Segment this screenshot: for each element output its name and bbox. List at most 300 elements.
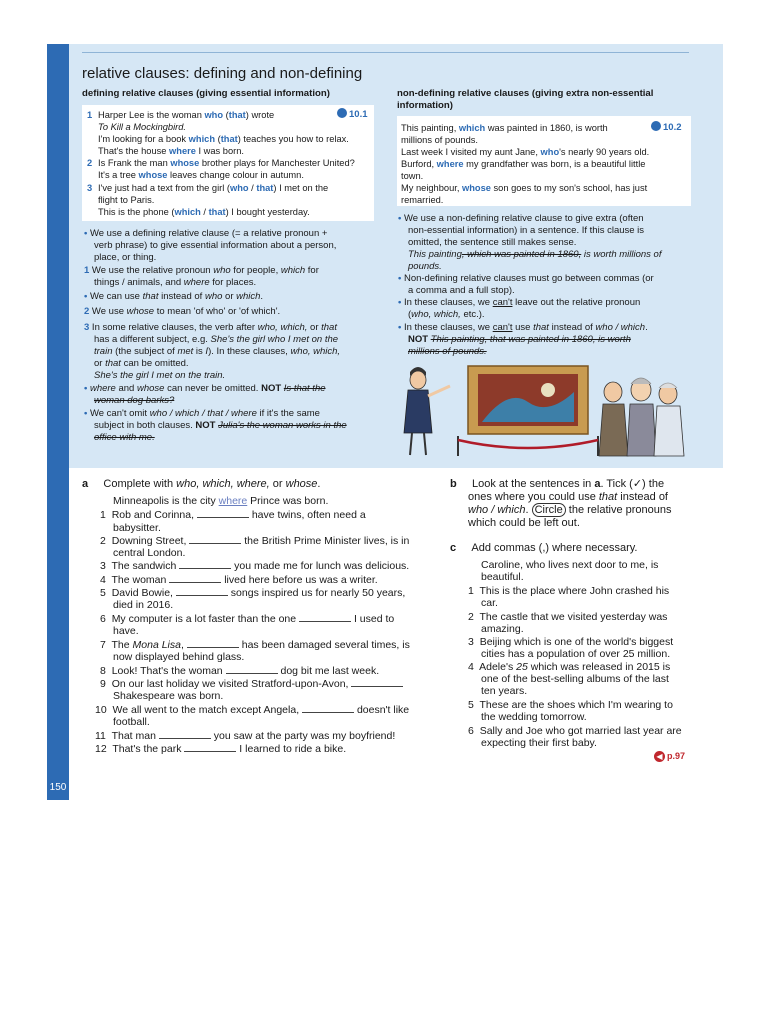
text: In some relative clauses, the verb after [89,322,258,333]
item-number: 4 [100,574,106,586]
text: / [248,183,257,193]
text: brother plays for Manchester United? [199,158,355,168]
text: On our last holiday we visited Stratford-upon-Avon, [111,678,352,690]
item-number: 2 [468,611,474,623]
answer-blank[interactable] [302,704,354,713]
answer-blank[interactable] [197,509,249,518]
text: beautiful. [481,571,524,583]
text: that [533,322,549,333]
text: 25 [516,661,528,673]
text: The castle that we visited yesterday was [479,611,668,623]
text: The sandwich [111,560,180,572]
text: ) I met on the [273,183,329,193]
exercise-a-item [100,509,366,522]
rule-number: 2 [84,306,90,317]
page-title: relative clauses: defining and non-defining [82,65,363,82]
exercise-c-item-cont [481,648,670,661]
text: have twins, often need a [248,509,366,521]
text: , [180,639,187,651]
text: remarried. [401,195,444,205]
text: has been damaged several times, is [238,639,410,651]
text: This painting, that was painted in 1860, is worth [430,334,631,345]
subheading-line: non-defining relative clauses (giving extra non-essential [397,88,654,99]
pronoun: who [230,183,249,193]
text: In these clauses, we [403,297,493,308]
exercise-a-item-cont [113,716,150,729]
text: Last week I visited my aunt Jane, [401,147,541,157]
exercise-c-item-cont [481,711,587,724]
pronoun: which [174,207,201,217]
text: That man [111,730,159,742]
text: or [222,291,237,302]
exercise-c-title [450,542,637,555]
text: the wedding tomorrow. [481,711,587,723]
text: whose [285,478,318,490]
rule-line [94,358,189,370]
text: which [236,291,261,302]
visitors [599,378,684,456]
item-number: 9 [100,678,106,690]
text: met [177,346,194,357]
text: ten years. [481,685,528,697]
bullet-icon: • [398,322,402,333]
text: We can use [89,291,143,302]
text: that [321,322,337,333]
example-answer: where [218,495,248,507]
exercise-c-item [468,585,669,598]
rule-line [408,249,661,261]
text: you saw at the party was my boyfriend! [210,730,396,742]
text: . [317,478,321,490]
bullet-icon: • [84,228,88,239]
rule-line [94,277,256,289]
text: Look! That's the woman [111,665,226,677]
text: instead of [617,491,668,503]
item-number: 2 [100,535,106,547]
audio-track-10-2[interactable] [651,121,682,134]
text: can't [492,322,513,333]
answer-blank[interactable] [189,535,241,544]
text: leaves change colour in autumn. [167,170,304,180]
exercise-b-line [468,504,672,517]
exercise-a-item-cont [113,522,161,535]
rule-line [408,346,487,358]
exercise-a-example [113,495,328,508]
rule-line [94,420,347,432]
example-line [87,157,355,169]
text: to mean 'of who' or 'of which'. [154,306,281,317]
text: I learned to ride a bike. [236,743,347,755]
text: things / animals, and [94,277,184,288]
rule-line [84,408,320,420]
pronoun: that [208,207,226,217]
exercise-c-item-cont [481,597,498,610]
text: ( [223,110,229,120]
text: office with me. [94,432,155,443]
answer-blank[interactable] [351,678,403,687]
text: which [280,265,306,276]
text: That's the house [98,146,170,156]
text: She's the girl who I met on the [210,334,339,345]
rule-line [408,285,515,297]
audio-number: 10.2 [663,122,682,133]
exercise-letter: a [82,478,89,490]
text: Rob and Corinna, [111,509,197,521]
exercise-c-item-cont [481,737,597,750]
text: We use a non-defining relative clause to give extra (often [403,213,644,224]
text: is [193,346,206,357]
answer-blank[interactable] [184,743,236,752]
text: flight to Paris. [98,195,155,205]
answer-blank[interactable] [299,613,351,622]
text: now displayed behind glass. [113,651,245,663]
exercise-letter: b [450,478,457,490]
text: ( [408,309,412,320]
text: Sally and Joe who got married last year are [479,725,682,737]
item-number: 4 [468,661,474,673]
text: that [142,291,159,302]
text: instead of [548,322,596,333]
text: son goes to my son's school, has just [490,183,648,193]
rule-line [94,240,336,252]
pronoun: that [256,183,274,193]
example-line [98,194,154,206]
text: is worth millions of [581,249,662,260]
text: you made me for lunch was delicious. [231,560,410,572]
text: I used to [351,613,395,625]
rule-line [408,225,644,237]
answer-blank[interactable] [179,560,231,569]
exercise-letter: c [450,542,457,554]
pronoun: who [540,147,560,157]
text: can never be omitted. [164,383,262,394]
bullet-icon: • [84,383,88,394]
example-line [98,133,349,145]
text: can't [492,297,513,308]
text: Is that the [283,383,326,394]
example-line [401,158,645,170]
exercise-a-title [82,478,320,491]
text: who [204,291,223,302]
rule-line [84,322,337,334]
text: ) I bought yesterday. [225,207,310,217]
bullet-icon: • [398,273,402,284]
text: In these clauses, we [403,322,493,333]
text: . [645,322,648,333]
rule-line [94,252,156,264]
museum-illustration [398,358,698,458]
text: woman dog barks? [94,395,175,406]
item-number: 6 [100,613,106,625]
text: who, which, [411,309,461,320]
rule-line [84,306,280,318]
text: car. [481,597,498,609]
rule-line [408,237,576,249]
text: who, which, [257,322,308,333]
exercise-a-item-cont [113,690,223,703]
non-defining-subheading [397,88,697,112]
exercise-b-line [468,491,668,504]
text: millions of pounds. [408,346,487,357]
text: who / which [468,504,526,516]
pronoun: that [220,134,238,144]
exercise-a-item-cont [113,599,173,612]
example-line [401,194,443,206]
item-number: 3 [100,560,106,572]
text: I'm looking for a book [98,134,189,144]
text: which could be left out. [468,517,580,529]
text: We use [89,306,127,317]
framed-painting [468,366,588,434]
text: The woman [111,574,170,586]
text: Burford, [401,159,437,169]
rule-line [398,213,644,225]
pronoun: whose [461,183,491,193]
text: or [307,322,322,333]
text: that [598,491,618,503]
text: instead of [158,291,205,302]
text: amazing. [481,623,524,635]
text: David Bowie, [111,587,176,599]
answer-blank[interactable] [187,639,239,648]
text: Look at the sentences in [472,478,595,490]
text: This is the place where John crashed his [479,585,670,597]
item-number: 6 [468,725,474,737]
text: died in 2016. [113,599,174,611]
text: whose [136,383,165,394]
text: Downing Street, [111,535,190,547]
rule-number: 3 [84,322,90,333]
rule-line [84,291,263,303]
rule-line [94,370,225,382]
text: / [200,207,209,217]
text: These are the shoes which I'm wearing to [479,699,673,711]
pronoun: whose [170,158,200,168]
text: My neighbour, [401,183,462,193]
item-number: 5 [468,699,474,711]
exercise-a-item-cont [113,651,244,664]
text: and [115,383,137,394]
example-number: 1 [87,110,93,120]
text: Add commas (,) where necessary. [471,542,638,554]
text: or [94,358,106,369]
bullet-icon: • [398,213,402,224]
bullet-icon: • [84,291,88,302]
text: We use a defining relative clause (= a relative pronoun + [89,228,328,239]
text: I [205,346,209,357]
page-reference-link[interactable] [654,750,685,762]
text: one of the best-selling albums of the last [481,673,669,685]
exercise-a-item [95,730,395,743]
text: songs inspired us for nearly 50 years, [227,587,406,599]
back-arrow-icon: ◀ [654,751,665,762]
answer-blank[interactable] [176,587,228,596]
text: for places. [209,277,257,288]
barrier-rope [458,436,598,456]
book-title: To Kill a Mockingbird. [98,122,187,132]
text: non-essential information) in a sentence. If this clause is [408,225,645,236]
example-line [401,134,478,146]
text: That's the park [112,743,185,755]
text: that [105,358,121,369]
pronoun: where [169,146,196,156]
item-number: 7 [100,639,106,651]
example-line [401,122,608,134]
item-number: 11 [95,730,106,742]
exercise-c-item-cont [481,685,527,698]
pronoun: where [436,159,464,169]
text: central London. [113,547,186,559]
text: my grandfather was born, is a beautiful little [463,159,646,169]
divider [82,52,689,53]
text: for people, [230,265,281,276]
text: ones where you could use [468,491,599,503]
text: Caroline, who lives next door to me, is [481,559,659,571]
exercise-a-item-cont [113,547,185,560]
exercise-a-item [100,574,378,587]
text: It's a tree [98,170,139,180]
text: who, which, where, [176,478,270,490]
text: ). In these clauses, [208,346,291,357]
example-number: 2 [87,158,93,168]
example-number: 3 [87,183,93,193]
rule-line [94,395,174,407]
text: NOT [261,383,282,394]
rule-line [84,383,326,395]
text: a [594,478,601,490]
example-line [87,182,328,194]
text: Adele's [479,661,517,673]
text: The [111,639,133,651]
text: . [525,504,532,516]
example-line [401,170,423,182]
item-number: 1 [468,585,474,597]
text: dog bit me last week. [277,665,380,677]
text: NOT [195,420,216,431]
text: NOT [408,334,429,345]
exercise-a-item [100,560,409,573]
text: ( [215,134,221,144]
guide-figure [404,367,450,455]
text: town. [401,171,424,181]
text: pounds. [408,261,442,272]
item-number: 1 [100,509,106,521]
text: football. [113,716,150,728]
rule-line [94,346,340,358]
page-number: 150 [49,782,67,793]
page-reference-text: p.97 [667,751,686,761]
text: a comma and a full stop). [408,285,515,296]
rule-line [94,334,338,346]
text: . Tick (✓) the [600,478,665,490]
text: train [94,346,113,357]
text: subject in both clauses. [94,420,196,431]
text: omitted, the sentence still makes sense. [408,237,577,248]
text: Harper Lee is the woman [98,110,205,120]
text: cities has a population of over 25 million. [481,648,671,660]
exercise-b-line [468,517,580,530]
exercise-c-item-cont [481,623,524,636]
text: whose [126,306,155,317]
answer-blank[interactable] [159,730,211,739]
exercise-c-example [481,571,524,584]
text: Minneapolis is the city [113,495,219,507]
text: Complete with [103,478,177,490]
answer-blank[interactable] [226,665,278,674]
text: We can't omit [89,408,150,419]
text: use [512,322,534,333]
circled-word: Circle [532,503,566,517]
example-line [401,182,647,194]
rule-line [408,261,442,273]
example-line [98,169,304,181]
text: if it's the same [256,408,320,419]
text: We all went to the match except Angela, [112,704,303,716]
text: ) teaches you how to relax. [237,134,349,144]
text: . [260,291,264,302]
text: has a different subject, e.g. [94,334,211,345]
text: Mona Lisa [132,639,181,651]
text: Shakespeare was born. [113,690,224,702]
text: doesn't like [354,704,410,716]
text: who, which, [290,346,341,357]
item-number: 10 [95,704,107,716]
text: who / which [595,322,646,333]
exercise-a-item [100,613,394,626]
text: or [269,478,286,490]
text: leave out the relative pronoun [512,297,641,308]
text: She's the girl I met on the train. [94,370,226,381]
audio-track-10-1[interactable] [337,108,368,121]
text: (the subject of [112,346,178,357]
pronoun: which [458,123,486,133]
text: Julia's the woman works in the [218,420,347,431]
text: Prince was born. [247,495,329,507]
rule-line [398,273,654,285]
text: who [213,265,231,276]
answer-blank[interactable] [169,574,221,583]
text: for [305,265,319,276]
text: , which was painted in 1860, [461,249,582,260]
subheading-line: information) [397,100,453,111]
text: babysitter. [113,522,161,534]
text: was painted in 1860, is worth [485,123,608,133]
text: We use the relative pronoun [89,265,214,276]
audio-number: 10.1 [349,109,368,120]
exercise-b-title [450,478,664,491]
text: place, or thing. [94,252,157,263]
pronoun: which [188,134,216,144]
speaker-icon [651,121,661,131]
rule-number: 1 [84,265,90,276]
text: which was released in 2015 is [527,661,671,673]
speaker-icon [337,108,347,118]
pronoun: whose [138,170,168,180]
text: can be omitted. [120,358,189,369]
rule-line [84,228,327,240]
item-number: 8 [100,665,106,677]
rule-line [84,265,319,277]
text: Beijing which is one of the world's biggest [479,636,674,648]
text: This painting, [401,123,459,133]
text: where [89,383,116,394]
exercise-a-item [100,665,379,678]
rule-line [408,334,631,346]
text: the relative pronouns [565,504,672,516]
text: I was born. [195,146,244,156]
example-line [87,109,274,121]
text: My computer is a lot faster than the one [111,613,300,625]
